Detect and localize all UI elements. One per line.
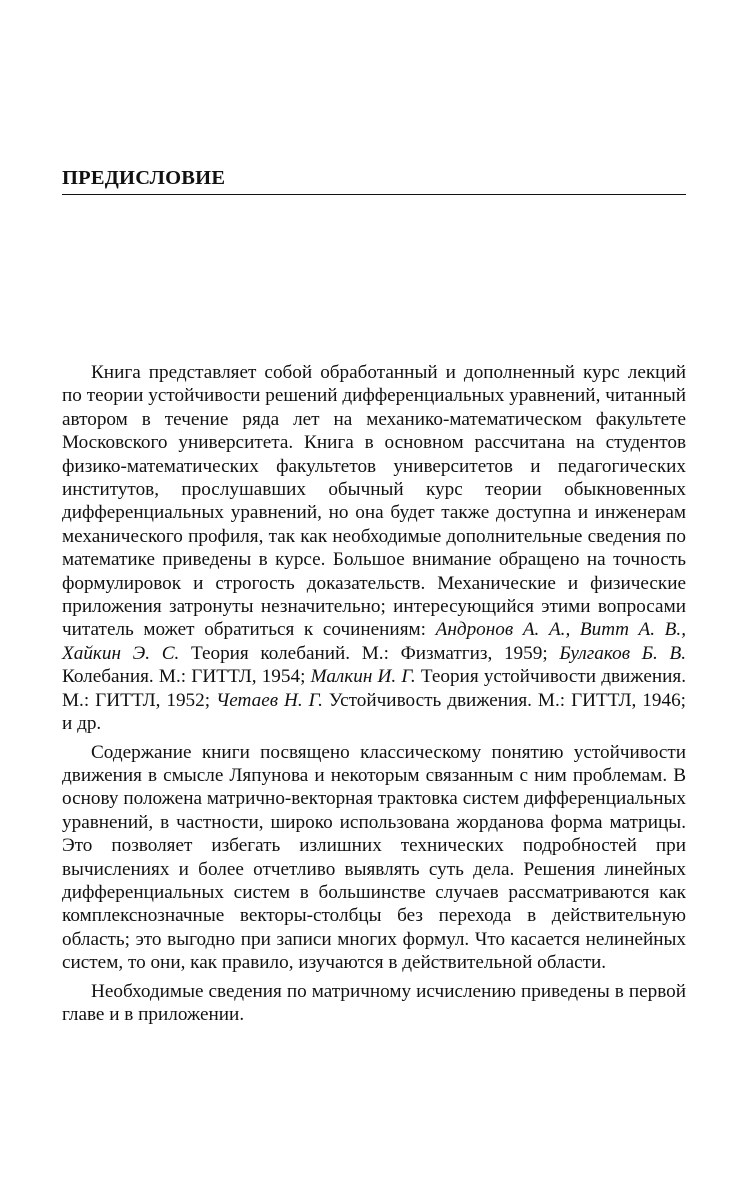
paragraph-2-text: Содержание книги посвящено классическому понятию устойчивости движения в смысле Ляпунова и некоторым связанным с ним проблемам. В основу положена матрично-векторная трактовка систем дифференциальных уравнений, в частности, широко использована жорданова форма матрицы. Это позволяет избегать излишних технических подробностей при вычислениях и более отчетливо выявлять суть дела. Решения линейных дифференциальных систем в большинстве случаев рассматриваются как комплекснозначные векторы-столбцы без перехода в действительную область; это выгодно при записи многих формул. Что касается нелинейных систем, то они, как правило, изучаются в действительной области. — [62, 741, 686, 974]
paragraph-1-text: Теория устойчивости движения. М.: ГИТТЛ, 1952; — [62, 666, 686, 711]
paragraph-3 — [62, 980, 686, 1027]
book-page — [62, 0, 686, 1182]
author-citation-chetaev: Четаев Н. Г. — [216, 689, 323, 711]
heading-rule — [62, 194, 686, 195]
paragraph-2 — [62, 741, 686, 975]
paragraph-1-text: Теория колебаний. М.: Физматгиз, 1959; — [179, 642, 560, 664]
preface-body — [62, 361, 686, 1026]
author-citation-malkin: Малкин И. Г. — [310, 666, 416, 688]
paragraph-1 — [62, 361, 686, 736]
paragraph-1-text: Устойчивость движения. М.: ГИТТЛ, 1946; и др. — [62, 689, 686, 735]
page-heading: ПРЕДИСЛОВИЕ — [62, 167, 226, 189]
paragraph-3-text: Необходимые сведения по матричному исчислению приведены в первой главе и в приложении. — [62, 980, 686, 1025]
author-citation-bulgakov: Булгаков Б. В. — [559, 642, 686, 664]
author-citation-andronov: Андронов А. А., Витт А. В., Хайкин Э. С. — [62, 619, 686, 664]
paragraph-1-text: Книга представляет собой обработанный и дополненный курс лекций по теории устойчивости решений дифференциальных уравнений, читанный автором в течение ряда лет на механико-математическом факультете Московского университета. Книга в основном рассчитана на студентов физико-математических факультетов университетов и педагогических институтов, прослушавших обычный курс теории обыкновенных дифференциальных уравнений, но она будет также доступна и инженерам механического профиля, так как необходимые дополнительные сведения по математике приведены в курсе. Большое внимание обращено на точность формулировок и строгость доказательств. Механические и физические приложения затронуты незначительно; интересующийся этими вопросами читатель может обратиться к сочинениям: — [62, 362, 686, 641]
paragraph-1-text: Колебания. М.: ГИТТЛ, 1954; — [62, 666, 311, 688]
